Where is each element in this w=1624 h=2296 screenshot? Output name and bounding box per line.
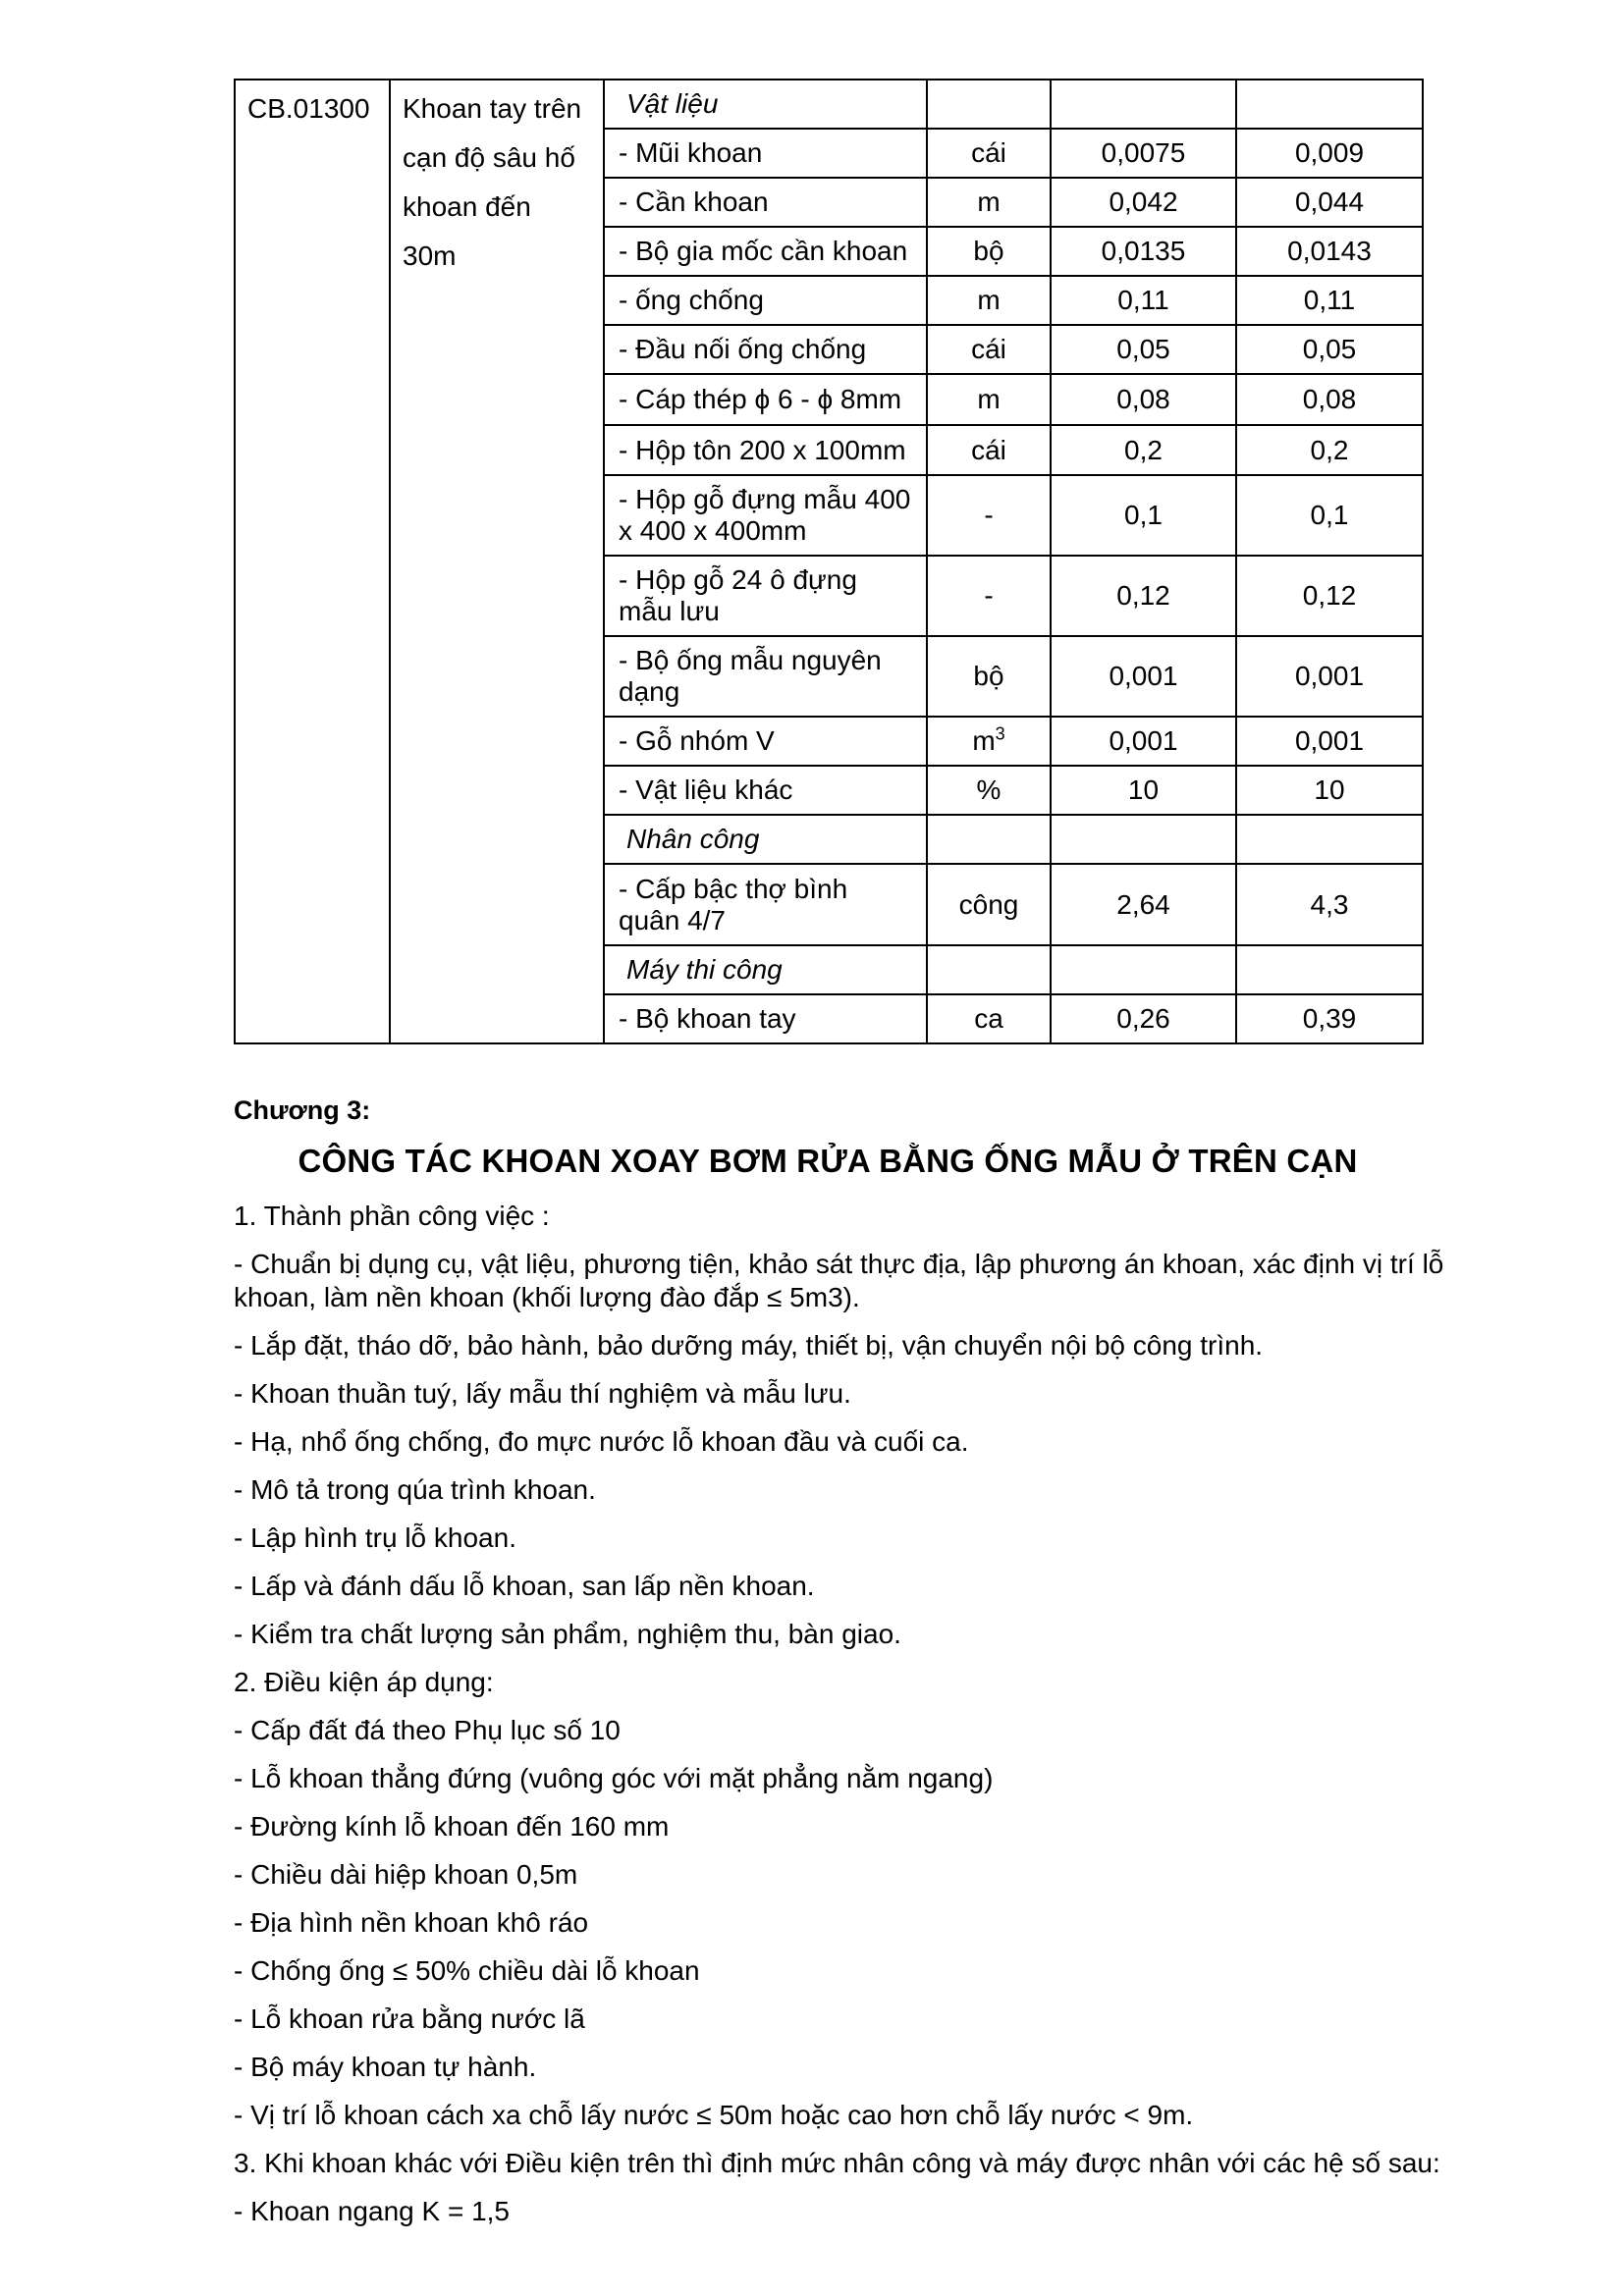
value-cell: 0,001 xyxy=(1051,636,1236,717)
item-name: - Cáp thép ϕ 6 - ϕ 8mm xyxy=(604,374,927,425)
paragraph: - Lập hình trụ lỗ khoan. xyxy=(234,1522,516,1553)
value-cell: 2,64 xyxy=(1051,864,1236,945)
description-line: khoan đến xyxy=(403,191,531,222)
item-name: - ống chống xyxy=(604,276,927,325)
item-name: - Cấp bậc thợ bình quân 4/7 xyxy=(604,864,927,945)
table-row xyxy=(235,80,1423,129)
value-cell: 0,2 xyxy=(1236,425,1423,475)
paragraph: - Đường kính lỗ khoan đến 160 mm xyxy=(234,1811,670,1842)
value-cell: 0,0075 xyxy=(1051,129,1236,178)
unit-cell: m xyxy=(927,374,1051,425)
value-cell: 0,12 xyxy=(1051,556,1236,636)
unit-cell: - xyxy=(927,475,1051,556)
paragraph: 2. Điều kiện áp dụng: xyxy=(234,1667,494,1697)
norm-description xyxy=(390,80,604,1043)
unit-cell: cái xyxy=(927,129,1051,178)
unit-cell xyxy=(927,717,1051,766)
item-name: - Bộ khoan tay xyxy=(604,994,927,1043)
paragraph: - Lắp đặt, tháo dỡ, bảo hành, bảo dưỡng máy, thiết bị, vận chuyển nội bộ công trình. xyxy=(234,1330,1264,1361)
paragraph: - Mô tả trong qúa trình khoan. xyxy=(234,1474,596,1505)
section-label: Nhân công xyxy=(604,815,927,864)
value-cell: 0,39 xyxy=(1236,994,1423,1043)
unit-cell: cái xyxy=(927,425,1051,475)
value-cell: 0,044 xyxy=(1236,178,1423,227)
unit-cell xyxy=(927,80,1051,129)
unit-cell xyxy=(927,945,1051,994)
paragraph: - Hạ, nhổ ống chống, đo mực nước lỗ khoan đầu và cuối ca. xyxy=(234,1426,969,1457)
value-cell xyxy=(1236,80,1423,129)
item-name: - Bộ gia mốc cần khoan xyxy=(604,227,927,276)
paragraph: 3. Khi khoan khác với Điều kiện trên thì định mức nhân công và máy được nhân với các hệ số sau: xyxy=(234,2148,1440,2178)
paragraph: 1. Thành phần công việc : xyxy=(234,1201,550,1231)
section-label: Máy thi công xyxy=(604,945,927,994)
value-cell: 0,11 xyxy=(1051,276,1236,325)
unit-cell: công xyxy=(927,864,1051,945)
description-line: Khoan tay trên xyxy=(403,93,582,124)
section-label: Vật liệu xyxy=(604,80,927,129)
paragraph: - Kiểm tra chất lượng sản phẩm, nghiệm thu, bàn giao. xyxy=(234,1619,901,1649)
value-cell: 0,0135 xyxy=(1051,227,1236,276)
value-cell: 0,12 xyxy=(1236,556,1423,636)
value-cell xyxy=(1051,80,1236,129)
paragraph: - Cấp đất đá theo Phụ lục số 10 xyxy=(234,1715,621,1745)
item-name: - Mũi khoan xyxy=(604,129,927,178)
item-name: - Vật liệu khác xyxy=(604,766,927,815)
unit-cell: bộ xyxy=(927,227,1051,276)
paragraph: - Lỗ khoan thẳng đứng (vuông góc với mặt phẳng nằm ngang) xyxy=(234,1763,994,1793)
paragraph: - Chuẩn bị dụng cụ, vật liệu, phương tiện, khảo sát thực địa, lập phương án khoan, xác định vị trí lỗ khoan, làm nền khoan (khối lượng đào đắp ≤ 5m3). xyxy=(234,1249,1444,1312)
value-cell: 0,08 xyxy=(1051,374,1236,425)
item-name: - Bộ ống mẫu nguyên dạng xyxy=(604,636,927,717)
unit-cell: m xyxy=(927,276,1051,325)
paragraph: - Lỗ khoan rửa bằng nước lã xyxy=(234,2003,585,2034)
unit-cell: m xyxy=(927,178,1051,227)
paragraph: - Chống ống ≤ 50% chiều dài lỗ khoan xyxy=(234,1955,700,1986)
paragraph: - Bộ máy khoan tự hành. xyxy=(234,2052,537,2082)
value-cell: 4,3 xyxy=(1236,864,1423,945)
value-cell: 0,009 xyxy=(1236,129,1423,178)
item-name: - Hộp tôn 200 x 100mm xyxy=(604,425,927,475)
unit-cell: ca xyxy=(927,994,1051,1043)
value-cell xyxy=(1051,815,1236,864)
value-cell: 10 xyxy=(1236,766,1423,815)
value-cell: 0,001 xyxy=(1236,717,1423,766)
paragraph: - Khoan ngang K = 1,5 xyxy=(234,2196,510,2226)
unit-cell: cái xyxy=(927,325,1051,374)
body-text xyxy=(234,1200,1451,2228)
item-name: - Hộp gỗ 24 ô đựng mẫu lưu xyxy=(604,556,927,636)
value-cell: 0,001 xyxy=(1051,717,1236,766)
description-line: cạn độ sâu hố xyxy=(403,142,575,173)
chapter-title: CÔNG TÁC KHOAN XOAY BƠM RỬA BẰNG ỐNG MẪU Ở TRÊN CẠN xyxy=(298,1143,1358,1179)
description-line: 30m xyxy=(403,240,457,271)
value-cell: 0,26 xyxy=(1051,994,1236,1043)
value-cell: 0,2 xyxy=(1051,425,1236,475)
value-cell: 0,0143 xyxy=(1236,227,1423,276)
value-cell xyxy=(1236,945,1423,994)
norm-code: CB.01300 xyxy=(235,80,390,1043)
paragraph: - Khoan thuần tuý, lấy mẫu thí nghiệm và mẫu lưu. xyxy=(234,1378,851,1409)
norm-table xyxy=(234,79,1424,1044)
item-name: - Cần khoan xyxy=(604,178,927,227)
item-name: - Hộp gỗ đựng mẫu 400 x 400 x 400mm xyxy=(604,475,927,556)
value-cell xyxy=(1236,815,1423,864)
paragraph: - Địa hình nền khoan khô ráo xyxy=(234,1907,589,1938)
paragraph: - Vị trí lỗ khoan cách xa chỗ lấy nước ≤ 50m hoặc cao hơn chỗ lấy nước < 9m. xyxy=(234,2100,1194,2130)
unit-superscript: 3 xyxy=(995,723,1005,744)
paragraph: - Lấp và đánh dấu lỗ khoan, san lấp nền khoan. xyxy=(234,1571,815,1601)
paragraph: - Chiều dài hiệp khoan 0,5m xyxy=(234,1859,578,1890)
unit-text: m xyxy=(972,725,996,756)
norm-table-body xyxy=(235,80,1423,1043)
value-cell: 0,11 xyxy=(1236,276,1423,325)
unit-cell: % xyxy=(927,766,1051,815)
value-cell: 0,05 xyxy=(1051,325,1236,374)
value-cell: 0,042 xyxy=(1051,178,1236,227)
unit-cell: - xyxy=(927,556,1051,636)
item-name: - Gỗ nhóm V xyxy=(604,717,927,766)
item-name: - Đầu nối ống chống xyxy=(604,325,927,374)
value-cell: 0,05 xyxy=(1236,325,1423,374)
unit-cell: bộ xyxy=(927,636,1051,717)
chapter-label: Chương 3: xyxy=(234,1095,371,1125)
value-cell: 0,1 xyxy=(1236,475,1423,556)
value-cell: 0,1 xyxy=(1051,475,1236,556)
value-cell: 0,08 xyxy=(1236,374,1423,425)
value-cell xyxy=(1051,945,1236,994)
unit-cell xyxy=(927,815,1051,864)
value-cell: 0,001 xyxy=(1236,636,1423,717)
value-cell: 10 xyxy=(1051,766,1236,815)
